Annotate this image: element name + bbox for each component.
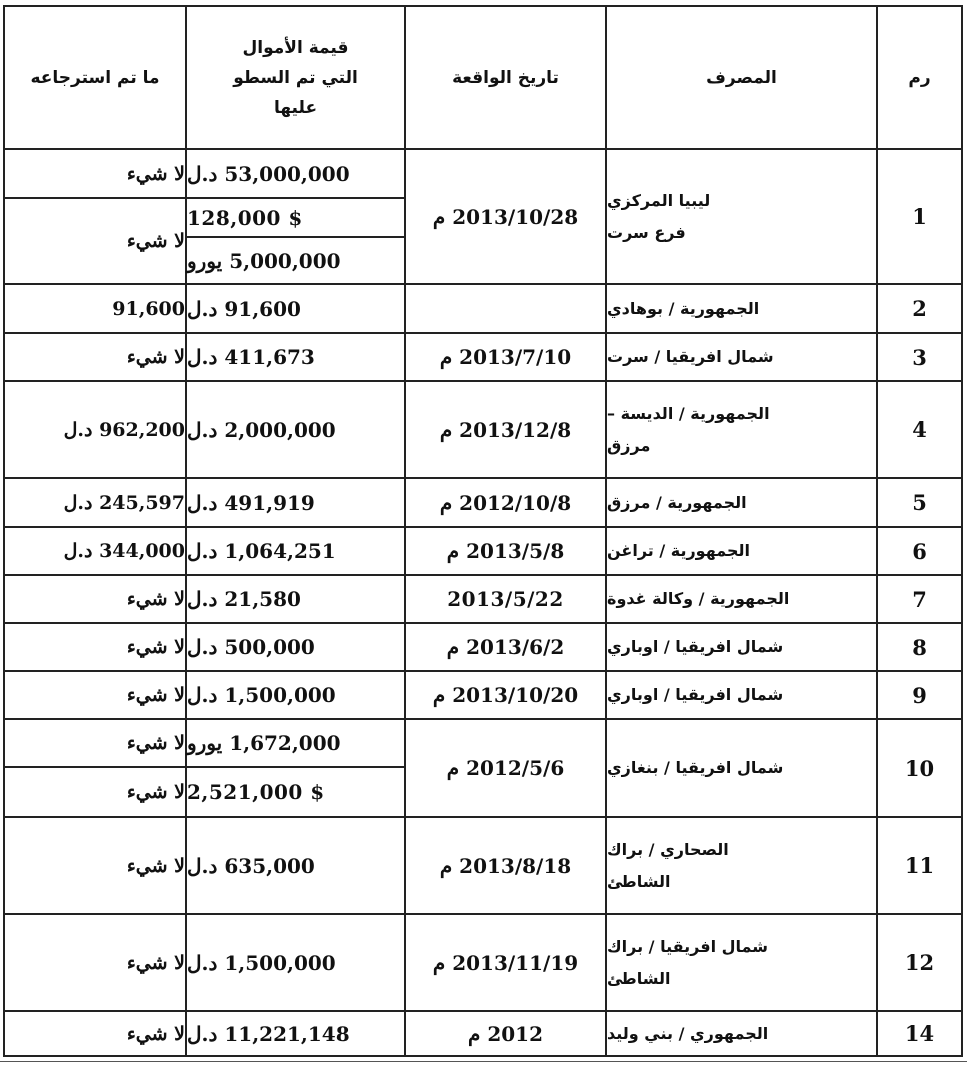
row-5-recovered: 245,597 د.ل [63, 491, 185, 514]
row-14-amount: 11,221,148 د.ل [187, 1021, 350, 1046]
row-9-recovered: لا شيء [126, 684, 185, 706]
row-4-date: 2013/12/8 م [439, 417, 572, 442]
row-9-amount: 1,500,000 د.ل [187, 683, 336, 707]
row-14-bank: الجمهوري / بني وليد [607, 1023, 769, 1043]
row-10-amount-2: $ 2,521,000 [187, 780, 325, 804]
row-3-recovered: لا شيء [126, 346, 185, 368]
header-index: رم [908, 67, 931, 88]
row-12-recovered: لا شيء [126, 951, 185, 974]
row-10-date: 2012/5/6 م [446, 756, 565, 780]
row-14-recovered: لا شيء [126, 1022, 185, 1045]
row-2-recovered: 91,600 [112, 297, 185, 320]
row-10-bank: شمال افريقيا / بنغازي [607, 758, 784, 777]
row-12-bank: شمال افريقيا / براك الشاطئ [607, 936, 768, 988]
row-8-date: 2013/6/2 م [446, 635, 565, 659]
row-14-date: 2012 م [467, 1021, 544, 1046]
row-11-bank: الصحاري / براك الشاطئ [607, 839, 729, 891]
row-8-recovered: لا شيء [126, 636, 185, 658]
row-9-date: 2013/10/20 م [432, 683, 579, 707]
row-9-index: 9 [912, 682, 927, 708]
header-bank: المصرف [706, 67, 777, 88]
row-9-bank: شمال افريقيا / اوباري [607, 685, 784, 704]
row-11-recovered: لا شيء [126, 854, 185, 877]
row-10-recovered-1: لا شيء [126, 732, 185, 754]
row-12-date: 2013/11/19 م [432, 950, 579, 975]
row-1-date: 2013/10/28 م [432, 204, 579, 229]
row-7-date: 2013/5/22 [447, 587, 564, 611]
row-5-index: 5 [912, 490, 927, 515]
row-8-index: 8 [912, 634, 927, 660]
row-1-amount-3: 5,000,000 يورو [187, 248, 341, 273]
row-6-date: 2013/5/8 م [446, 539, 565, 563]
row-3-date: 2013/7/10 م [439, 345, 572, 369]
row-4-bank: الجمهورية / الديسة – مرزق [607, 403, 770, 455]
row-11-index: 11 [904, 853, 935, 878]
row-5-amount: 491,919 د.ل [187, 490, 315, 515]
row-5-date: 2012/10/8 م [439, 490, 572, 515]
header-stolen-amount: قيمة الأموال التي تم السطو عليها [233, 37, 358, 118]
row-2-index: 2 [912, 296, 927, 321]
row-1-amount-1: 53,000,000 د.ل [187, 161, 350, 186]
row-2-amount: 91,600 د.ل [187, 296, 301, 321]
row-3-bank: شمال افريقيا / سرت [607, 347, 774, 366]
row-1-index: 1 [912, 204, 927, 229]
row-10-index: 10 [904, 755, 935, 781]
row-14-index: 14 [904, 1021, 935, 1046]
row-8-amount: 500,000 د.ل [187, 635, 315, 659]
row-10-recovered-2: لا شيء [126, 781, 185, 803]
header-date: تاريخ الواقعة [452, 67, 559, 88]
row-2-date [406, 285, 605, 332]
row-10-amount-1: 1,672,000 يورو [187, 731, 341, 755]
row-7-recovered: لا شيء [126, 588, 185, 610]
row-12-amount: 1,500,000 د.ل [187, 950, 336, 975]
row-3-amount: 411,673 د.ل [187, 345, 315, 369]
row-12-index: 12 [904, 950, 935, 975]
row-1-amount-2: $ 128,000 [187, 205, 303, 230]
row-6-bank: الجمهورية / تراغن [607, 541, 751, 560]
row-6-index: 6 [912, 538, 927, 564]
row-11-date: 2013/8/18 م [439, 853, 572, 878]
row-7-bank: الجمهورية / وكالة غدوة [607, 589, 790, 608]
row-11-amount: 635,000 د.ل [187, 853, 315, 878]
row-2-bank: الجمهورية / بوهادي [607, 298, 760, 318]
row-6-recovered: 344,000 د.ل [63, 540, 185, 562]
row-4-amount: 2,000,000 د.ل [187, 417, 336, 442]
row-1-recovered-1: لا شيء [126, 162, 185, 185]
row-4-index: 4 [912, 417, 927, 442]
row-3-index: 3 [912, 344, 927, 370]
row-4-recovered: 962,200 د.ل [63, 418, 185, 441]
row-6-amount: 1,064,251 د.ل [187, 539, 336, 563]
row-1-bank: ليبيا المركزي فرع سرت [607, 190, 711, 242]
header-recovered: ما تم استرجاعه [30, 67, 160, 88]
row-8-bank: شمال افريقيا / اوباري [607, 637, 784, 656]
row-7-amount: 21,580 د.ل [187, 587, 301, 611]
row-7-index: 7 [912, 586, 927, 612]
row-5-bank: الجمهورية / مرزق [607, 492, 747, 512]
row-1-recovered-2: لا شيء [126, 230, 185, 252]
